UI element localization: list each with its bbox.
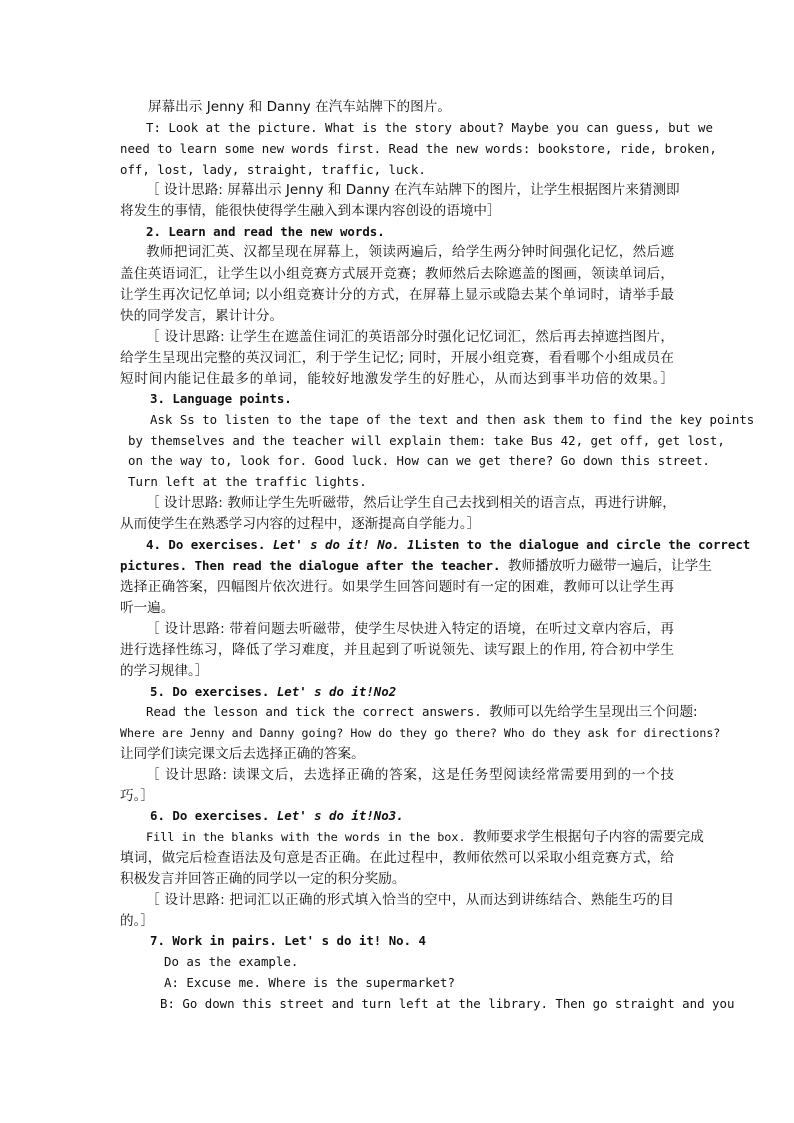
text-line: 短时间内能记住最多的单词，能较好地激发学生的好胜心，从而达到事半功倍的效果。］ [120, 371, 674, 387]
text-segment: 教师可以先给学生呈现出三个问题: [489, 704, 698, 720]
text-line: ［ 设计思路: 教师让学生先听磁带，然后让学生自己去找到相关的语言点，再进行讲解， [146, 495, 676, 511]
text-line: T: Look at the picture. What is the story about? Maybe you can guess, but we [146, 120, 713, 135]
exercise-ref: Let' s do it! No. 1 [272, 537, 415, 552]
text-line: Where are Jenny and Danny going? How do they go there? Who do they ask for directions? [120, 726, 721, 740]
text-line: 填词，做完后检查语法及句意是否正确。在此过程中，教师依然可以采取小组竞赛方式，给 [120, 850, 674, 866]
text-segment: Read the lesson and tick the correct answers. [146, 704, 490, 719]
text-line: Ask Ss to listen to the tape of the text and then ask them to find the key points [150, 412, 755, 427]
text-line: ［ 设计思路: 把词汇以正确的形式填入恰当的空中，从而达到讲练结合、熟能生巧的目 [146, 892, 674, 908]
exercise-heading [150, 806, 404, 826]
text-line: ［ 设计思路: 屏幕出示 Jenny 和 Danny 在汽车站牌下的图片，让学生根据图片来猜测即 [146, 182, 680, 198]
text-line: off, lost, lady, straight, traffic, luck. [120, 162, 426, 177]
exercise-ref: Let' s do it!No2 [276, 684, 397, 699]
text-segment: 教师要求学生根据句子内容的需要完成 [472, 829, 704, 845]
exercise-instruction: pictures. Then read the dialogue after the teacher. [120, 558, 508, 573]
exercise-label: 5. Do exercises. [150, 684, 277, 699]
text-line: 进行选择性练习，降低了学习难度，并且起到了听说领先、读写跟上的作用, 符合初中学生 [120, 642, 674, 658]
exercise-heading [146, 535, 750, 556]
text-line: Do as the example. [164, 954, 299, 969]
text-line: need to learn some new words first. Read the new words: bookstore, ride, broken, [120, 141, 717, 156]
text-line: 快的同学发言，累计计分。 [120, 308, 284, 324]
dialogue-line-a: A: Excuse me. Where is the supermarket? [164, 975, 455, 990]
text-line [146, 827, 704, 847]
text-line: ［ 设计思路: 带着问题去听磁带，使学生尽快进入特定的语境，在听过文章内容后，再 [146, 621, 674, 637]
text-segment: Fill in the blanks with the words in the box. [146, 830, 473, 844]
dialogue-line-b: B: Go down this street and turn left at the library. Then go straight and you [160, 996, 735, 1011]
text-line: by themselves and the teacher will explain them: take Bus 42, get off, get lost, [128, 433, 725, 448]
text-line: Turn left at the traffic lights. [128, 474, 367, 489]
text-line: ［ 设计思路: 读课文后，去选择正确的答案，这是任务型阅读经常需要用到的一个技 [146, 767, 674, 783]
text-line [120, 556, 712, 576]
exercise-instruction: Listen to the dialogue and circle the correct [414, 537, 751, 552]
text-line: 从而使学生在熟悉学习内容的过程中，逐渐提高自学能力。］ [120, 516, 481, 532]
text-line: 屏幕出示 Jenny 和 Danny 在汽车站牌下的图片。 [148, 99, 451, 115]
exercise-label: 4. Do exercises. [146, 537, 273, 552]
text-line: 巧。］ [120, 788, 154, 804]
text-line: ［ 设计思路: 让学生在遮盖住词汇的英语部分时强化记忆词汇，然后再去掉遮挡图片， [146, 329, 674, 345]
text-line: 给学生呈现出完整的英汉词汇，利于学生记忆; 同时，开展小组竞赛，看看哪个小组成员在 [120, 350, 674, 366]
text-line: 的学习规律。］ [120, 663, 209, 679]
text-line: 将发生的事情，能很快使得学生融入到本课内容创设的语境中］ [120, 203, 501, 219]
section-heading: 3. Language points. [150, 391, 292, 406]
section-heading: 7. Work in pairs. Let' s do it! No. 4 [150, 933, 427, 948]
text-line [146, 702, 698, 722]
exercise-ref: Let' s do it!No3. [276, 808, 404, 823]
text-line: 让学生再次记忆单词; 以小组竞赛计分的方式，在屏幕上显示或隐去某个单词时，请举手最 [120, 287, 674, 303]
exercise-label: 6. Do exercises. [150, 808, 277, 823]
exercise-heading [150, 682, 396, 702]
text-line: 选择正确答案，四幅图片依次进行。如果学生回答问题时有一定的困难，教师可以让学生再 [120, 579, 674, 595]
section-heading: 2. Learn and read the new words. [146, 224, 385, 239]
text-line: 的。］ [120, 913, 154, 929]
text-line: 教师把词汇英、汉都呈现在屏幕上，领读两遍后，给学生两分钟时间强化记忆，然后遮 [146, 244, 674, 260]
text-line: on the way to, look for. Good luck. How can we get there? Go down this street. [128, 453, 710, 468]
text-line: 盖住英语词汇，让学生以小组竞赛方式展开竞赛；教师然后去除遮盖的图画，领读单词后， [120, 266, 674, 282]
text-line: 听一遍。 [120, 600, 175, 616]
text-line: 让同学们读完课文后去选择正确的答案。 [120, 746, 365, 762]
text-line: 积极发言并回答正确的同学以一定的积分奖励。 [120, 871, 406, 887]
text-segment: 教师播放听力磁带一遍后，让学生 [507, 558, 712, 574]
